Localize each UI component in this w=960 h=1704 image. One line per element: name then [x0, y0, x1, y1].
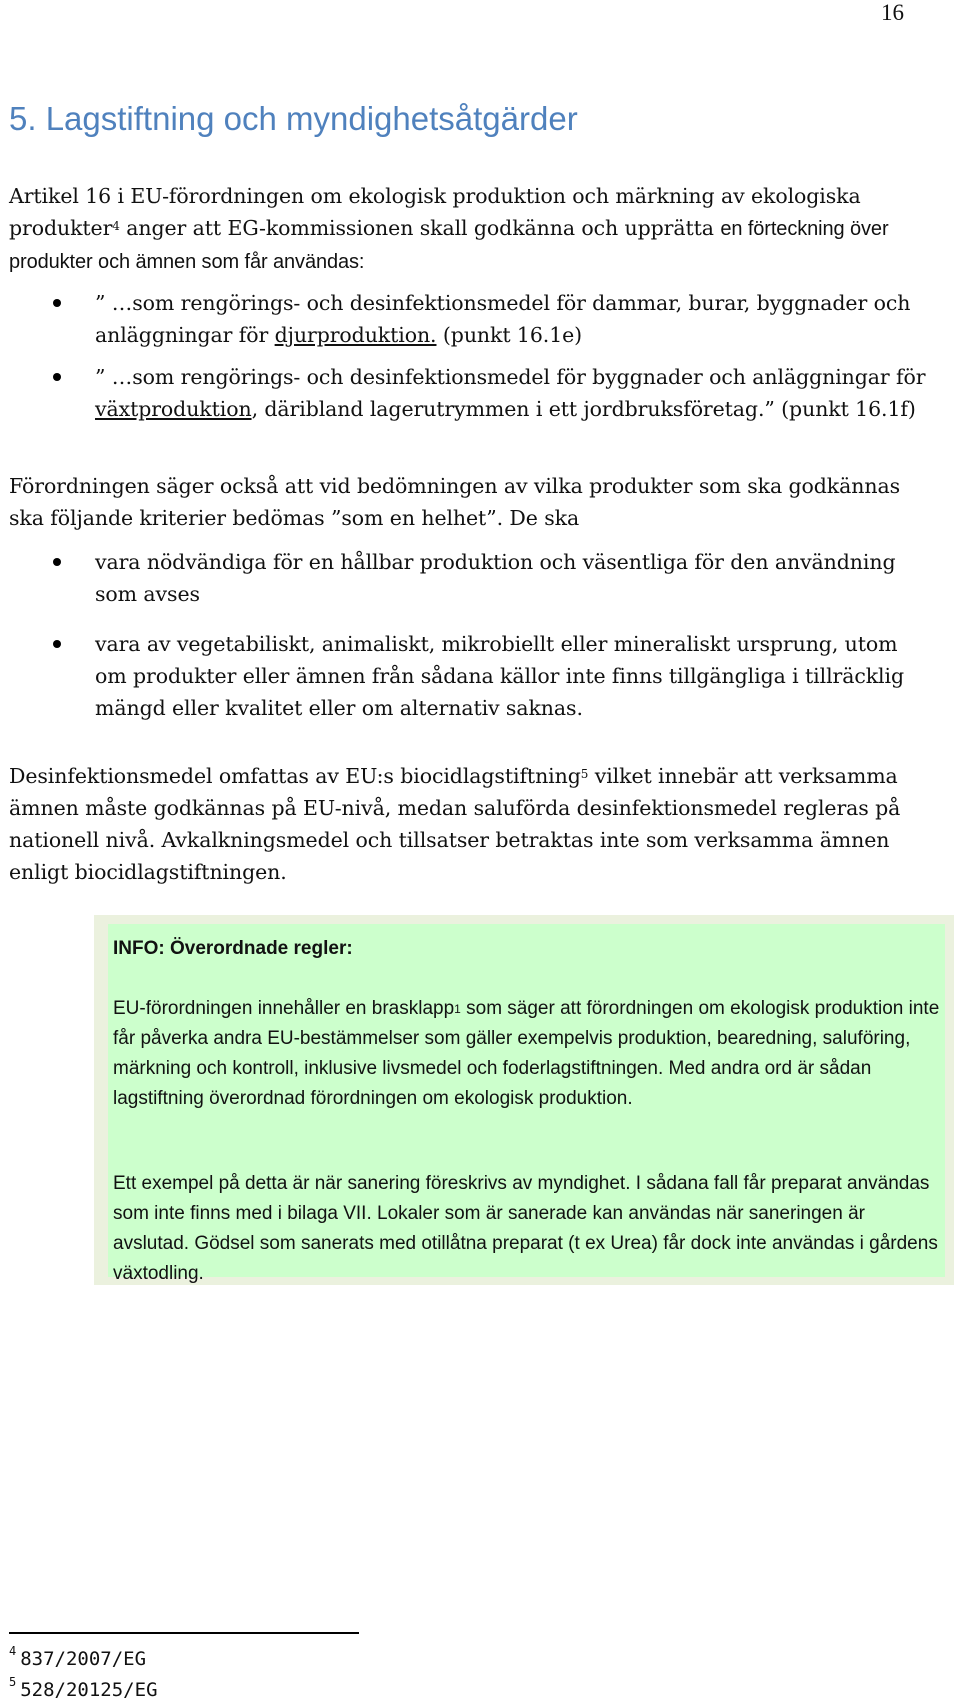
info-text-1: EU-förordningen innehåller en brasklapp — [113, 998, 455, 1019]
criteria-text: vara nödvändiga för en hållbar produktion och väsentliga för den användning som avses — [95, 550, 896, 606]
criteria-intro: Förordningen säger också att vid bedömningen av vilka produkter som ska godkännas ska följande kriterier bedömas ”som en helhet”. De ska — [9, 474, 900, 530]
footnote-text: 528/20125/EG — [20, 1679, 158, 1701]
footnote-ref-1[interactable]: 1 — [454, 1002, 461, 1016]
bullet-icon — [53, 558, 61, 566]
bullet-icon — [53, 640, 61, 648]
footnote-number: 5 — [9, 1675, 17, 1689]
footnote-text: 837/2007/EG — [20, 1648, 147, 1670]
info-paragraph-2: Ett exempel på detta är när sanering föreskrivs av myndighet. I sådana fall får preparat användas som inte finns med i bilaga VII. Lokaler som är sanerade kan användas när saneringen är avslutad. Gödsel som sanerats med otillåtna preparat (t ex Urea) får dock inte användas i gårdens växtodling. — [113, 1173, 938, 1284]
quote-text: ” …som rengörings- och desinfektionsmedel för dammar, burar, byggnader och anläggningar för — [95, 291, 911, 347]
info-paragraph-1 — [113, 994, 943, 1114]
biocide-paragraph — [9, 760, 924, 888]
bullet-icon — [53, 299, 61, 307]
quote-ref: , däribland lagerutrymmen i ett jordbruksföretag.” (punkt 16.1f) — [251, 397, 916, 421]
footnote-separator — [9, 1632, 359, 1634]
info-text-2: som säger att förordningen om ekologisk produktion inte får påverka andra EU-bestämmelser som gäller exempelvis produktion, bearedning, saluföring, märkning och kontroll, inklusive livsmedel och foderlagstiftningen. Med andra ord är sådan lagstiftning överordnad förordningen om ekologisk produktion. — [113, 998, 940, 1109]
biocide-text-1: Desinfektionsmedel omfattas av EU:s biocidlagstiftning — [9, 764, 581, 788]
bullet-icon — [53, 373, 61, 381]
criteria-list — [0, 546, 930, 742]
intro-text-1: Artikel 16 i EU-förordningen om ekologisk produktion och märkning av ekologiska produkter — [9, 184, 861, 240]
footnote-number: 4 — [9, 1644, 17, 1658]
footnote-5 — [9, 1675, 158, 1701]
section-heading: 5. Lagstiftning och myndighetsåtgärder — [9, 100, 578, 137]
page-number: 16 — [881, 0, 904, 25]
underlined-term: djurproduktion. — [274, 323, 437, 347]
underlined-term: växtproduktion — [95, 397, 252, 421]
criteria-text: vara av vegetabiliskt, animaliskt, mikrobiellt eller mineraliskt ursprung, utom om produkter eller ämnen från sådana källor inte finns tillgängliga i tillräcklig mängd eller kvalitet eller om alternativ saknas. — [95, 632, 904, 720]
quote-list — [0, 287, 930, 435]
info-box-content — [108, 924, 945, 1284]
quote-ref: (punkt 16.1e) — [436, 323, 583, 347]
list-item — [0, 287, 930, 351]
list-item — [0, 546, 930, 610]
biocide-text-2: vilket innebär att verksamma ämnen måste godkännas på EU-nivå, medan saluförda desinfektionsmedel regleras på nationell nivå. Avkalkningsmedel och tillsatser betraktas inte som verksamma ämnen enligt biocidlagstiftningen. — [9, 764, 901, 884]
footnote-ref-5[interactable]: 5 — [580, 767, 589, 781]
footnote-4 — [9, 1644, 147, 1670]
quote-text: ” …som rengörings- och desinfektionsmedel för byggnader och anläggningar för — [95, 365, 926, 389]
info-title: INFO: Överordnade regler: — [113, 938, 353, 959]
info-box — [94, 915, 954, 1285]
intro-paragraph — [9, 180, 924, 278]
list-item — [0, 361, 930, 425]
footnote-ref-4[interactable]: 4 — [112, 219, 120, 233]
intro-text-2: anger att EG-kommissionen skall godkänna och upprätta — [119, 216, 714, 240]
list-item — [0, 628, 930, 724]
intro-text-3: en förteckning över produkter och ämnen som får användas: — [9, 218, 889, 273]
